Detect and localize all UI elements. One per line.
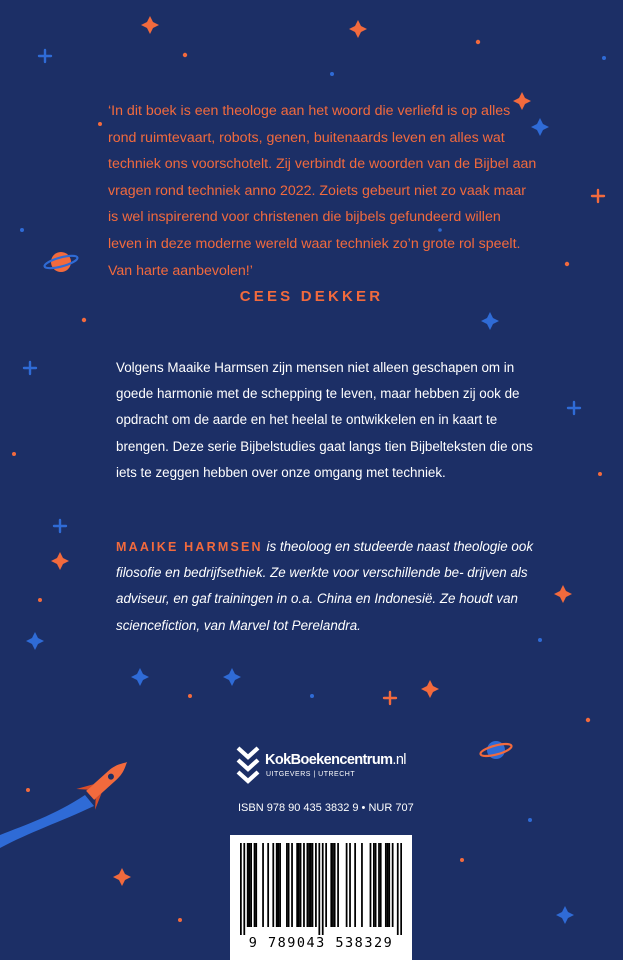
publisher-tld: .nl bbox=[392, 752, 406, 768]
author-bio bbox=[116, 534, 546, 639]
barcode-bar bbox=[380, 843, 382, 927]
barcode-bar bbox=[310, 843, 312, 927]
rocket-icon bbox=[0, 752, 137, 848]
barcode-panel bbox=[230, 835, 412, 960]
barcode-bar bbox=[255, 843, 257, 927]
barcode-bar bbox=[385, 843, 387, 927]
barcode-bar bbox=[272, 843, 274, 927]
barcode-bar bbox=[387, 843, 389, 927]
publisher-name-main: KokBoekencentrum bbox=[265, 752, 393, 768]
barcode-bar bbox=[392, 843, 394, 927]
barcode-bar bbox=[346, 843, 348, 927]
barcode-digits: 9 789043 538329 bbox=[248, 935, 394, 951]
barcode-bar bbox=[249, 843, 251, 927]
barcode-bar bbox=[337, 843, 339, 927]
barcode-bar bbox=[378, 843, 380, 927]
barcode-bar bbox=[325, 843, 327, 927]
barcode-bar bbox=[354, 843, 356, 927]
barcode-bar bbox=[303, 843, 305, 927]
barcode-bar bbox=[262, 843, 264, 927]
ean13-barcode bbox=[240, 843, 402, 935]
barcode-bar bbox=[375, 843, 377, 927]
barcode-bar bbox=[308, 843, 310, 927]
barcode-bar bbox=[307, 843, 309, 927]
isbn-nur-line: ISBN 978 90 435 3832 9 • NUR 707 bbox=[238, 802, 414, 814]
barcode-bar bbox=[318, 843, 320, 935]
kok-boekencentrum-logo-icon bbox=[235, 745, 261, 785]
endorsement-author: CEES DEKKER bbox=[239, 288, 384, 305]
barcode-bar bbox=[279, 843, 281, 927]
barcode-bar bbox=[243, 843, 245, 935]
barcode-bar bbox=[322, 843, 324, 935]
barcode-bar bbox=[254, 843, 256, 927]
barcode-bar bbox=[250, 843, 252, 927]
barcode-bar bbox=[373, 843, 375, 927]
author-name: MAAIKE HARMSEN bbox=[116, 540, 263, 554]
planet-icon bbox=[479, 741, 512, 759]
barcode-bar bbox=[267, 843, 269, 927]
publisher-logo bbox=[235, 745, 465, 789]
barcode-bar bbox=[349, 843, 351, 927]
barcode-bar bbox=[240, 843, 242, 935]
barcode-bar bbox=[291, 843, 293, 927]
barcode-bar bbox=[361, 843, 363, 927]
barcode-bar bbox=[400, 843, 402, 935]
barcode-bar bbox=[276, 843, 278, 927]
barcode-bar bbox=[397, 843, 399, 935]
barcode-bar bbox=[388, 843, 390, 927]
barcode-bar bbox=[278, 843, 280, 927]
barcode-bar bbox=[332, 843, 334, 927]
barcode-bar bbox=[288, 843, 290, 927]
barcode-bar bbox=[298, 843, 300, 927]
barcode-bar bbox=[247, 843, 249, 927]
book-description: Volgens Maaike Harmsen zijn mensen niet alleen geschapen om in goede harmonie met de schepping te leven, maar hebben zij ook de opdracht om de aarde en het heelal te ontwikkelen en in kaart te brengen. Deze serie Bijbelstudies gaat langs tien Bijbelteksten die ons iets te zeggen hebben over onze omgang met techniek. bbox=[116, 360, 533, 480]
barcode-bar bbox=[300, 843, 302, 927]
barcode-bar bbox=[286, 843, 288, 927]
barcode-bar bbox=[370, 843, 372, 927]
barcode-bar bbox=[330, 843, 332, 927]
barcode-bar bbox=[315, 843, 317, 927]
barcode-bar bbox=[296, 843, 298, 927]
endorsement-quote: ‘In dit boek is een theologe aan het woord die verliefd is op alles rond ruimtevaart, robots, genen, buitenaards leven en alles wat techniek ons voorschotelt. Zij verbindt de woorden van de Bijbel aan vragen rond techniek anno 2022. Zoiets gebeurt niet zo vaak maar is wel inspirerend voor christenen die bijbels gefundeerd willen leven in deze moderne wereld waar techniek zo’n grote rol speelt. Van harte aanbevolen!’ bbox=[108, 103, 537, 279]
barcode-bar bbox=[312, 843, 314, 927]
author-bio-text: is theoloog en studeerde naast theologie ook filosofie en bedrijfsethiek. Ze werkte voor verschillende be- drijven als adviseur, en gaf trainingen in o.a. China en Indonesië. Ze houdt van sciencefiction, van Marvel tot Perelandra. bbox=[116, 539, 534, 633]
publisher-name bbox=[265, 752, 406, 768]
publisher-subtitle: UITGEVERS | UTRECHT bbox=[266, 771, 356, 778]
planet-icon bbox=[43, 252, 78, 272]
barcode-bar bbox=[334, 843, 336, 927]
